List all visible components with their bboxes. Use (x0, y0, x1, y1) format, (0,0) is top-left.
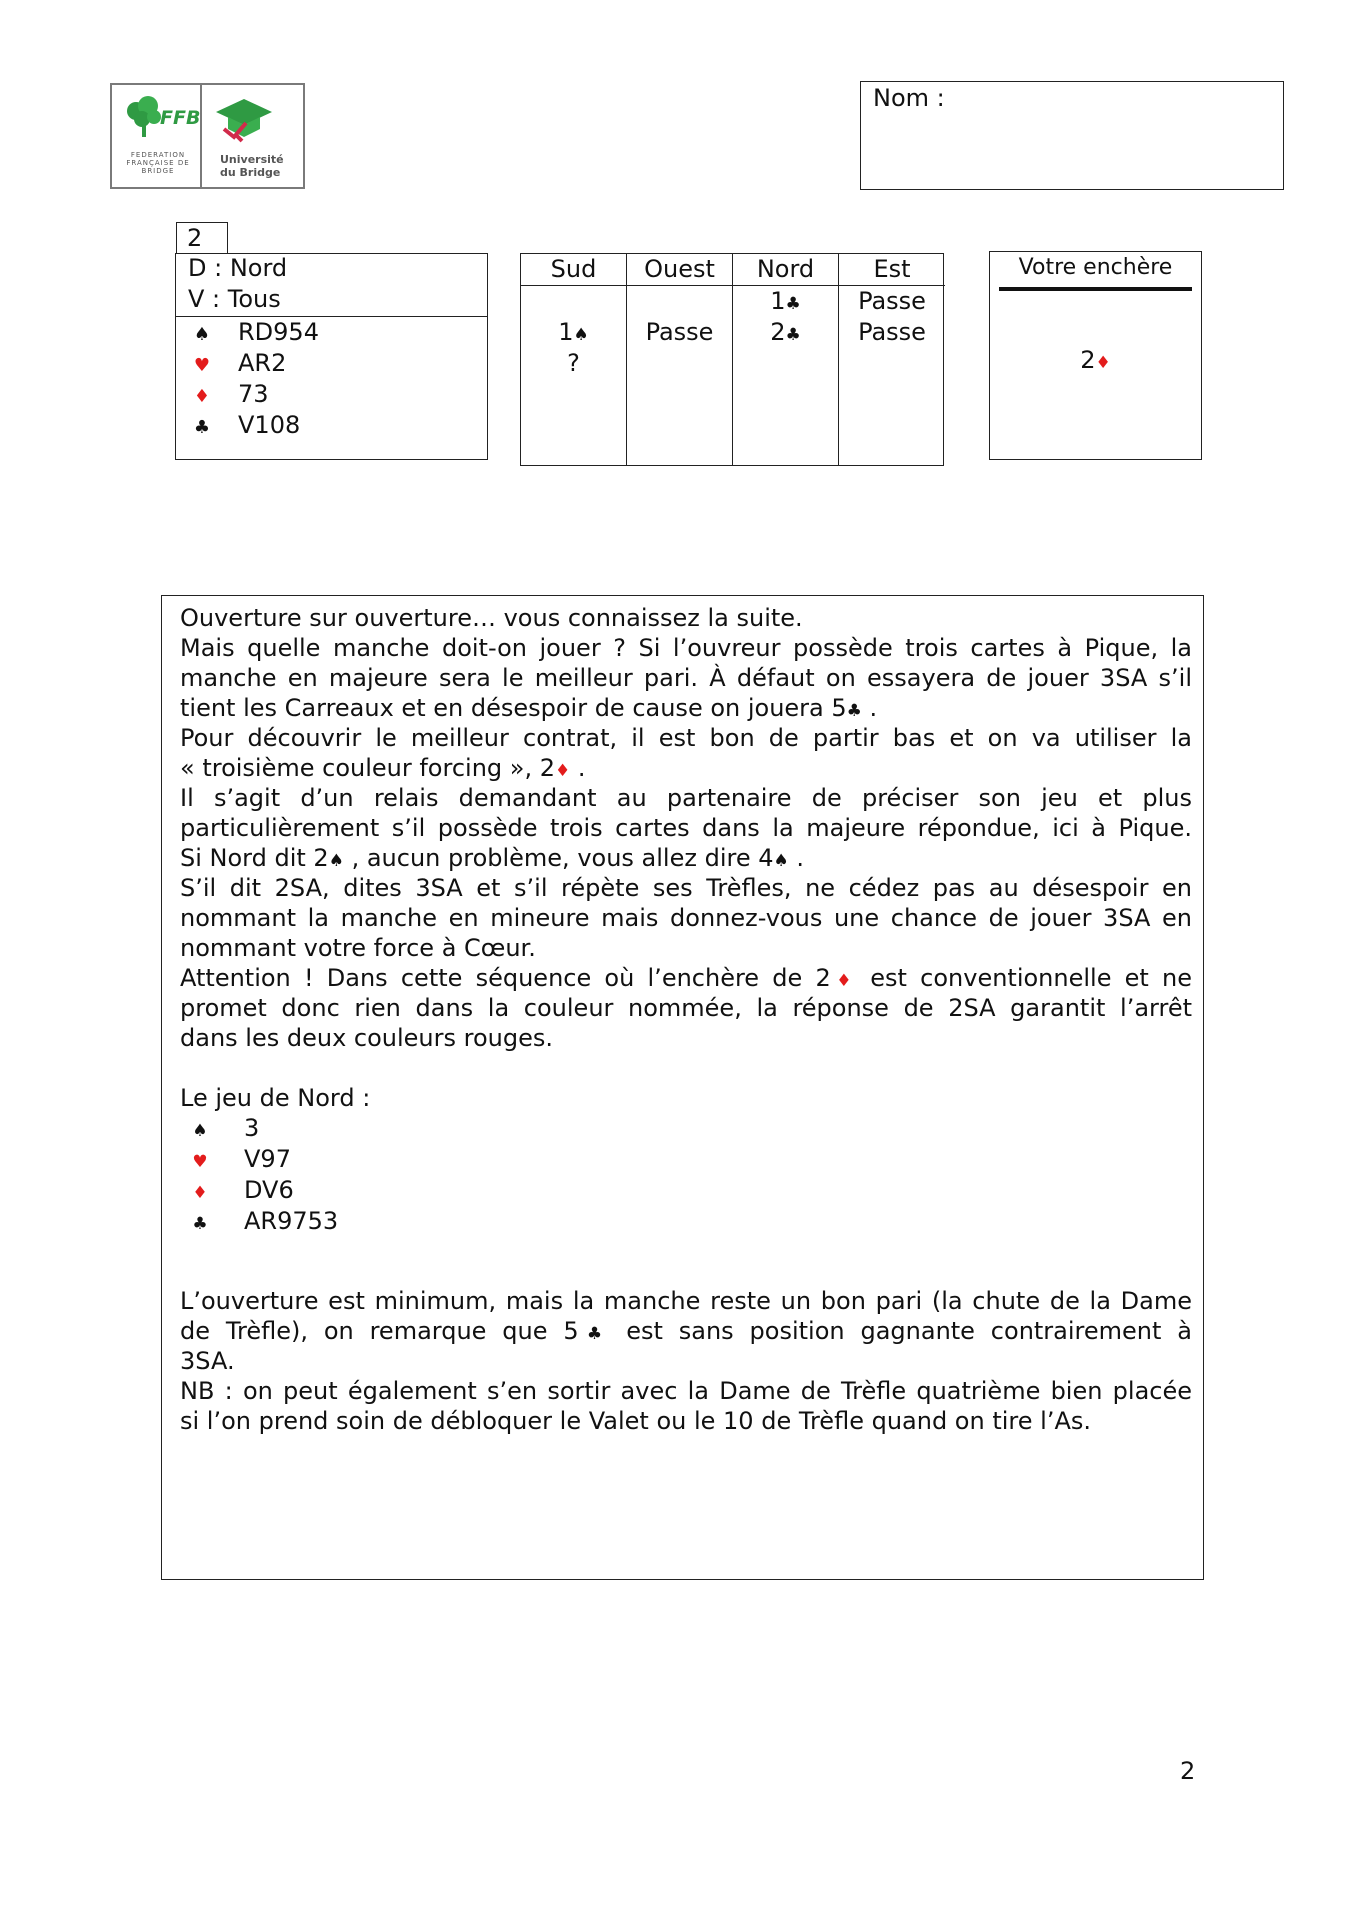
south-hand-box (175, 253, 488, 460)
north-clubs-row: ♣ AR9753 (190, 1207, 210, 1235)
bid-est-1: Passe (858, 287, 926, 315)
spade-icon: ♠ (193, 324, 211, 345)
club-icon: ♣ (578, 1324, 611, 1344)
bidding-col-nord (733, 254, 839, 465)
conclusion-line: 3SA. (180, 1347, 235, 1375)
text-line: S’il dit 2SA, dites 3SA et s’il répète ses Trèfles, ne cédez pas au désespoir en (180, 874, 1192, 902)
text-line: dans les deux couleurs rouges. (180, 1024, 553, 1052)
hand-diamonds-row (188, 380, 269, 408)
logo-divider (200, 85, 202, 187)
ffb-subtitle: FEDERATION FRANÇAISE DE BRIDGE (126, 151, 190, 175)
universite-text: Université du Bridge (220, 153, 284, 179)
hand-separator (176, 316, 487, 317)
club-icon: ♣ (785, 325, 801, 345)
bidding-col-est (839, 254, 945, 465)
text-line: Ouverture sur ouverture… vous connaissez la suite. (180, 604, 803, 632)
board-number: 2 (176, 222, 228, 254)
club-icon: ♣ (192, 1214, 208, 1234)
club-icon: ♣ (846, 701, 862, 721)
diamond-icon: ♦ (830, 971, 858, 991)
graduation-cap-icon (212, 95, 276, 145)
north-diamonds-row: ♦ DV6 (190, 1176, 210, 1204)
explanation-box (161, 595, 1204, 1580)
heart-icon: ♥ (192, 1152, 208, 1172)
north-hand-title: Le jeu de Nord : (180, 1084, 371, 1112)
text-line: Il s’agit d’un relais demandant au partenaire de préciser son jeu et plus (180, 784, 1192, 812)
your-bid-answer: 2♦ (1080, 346, 1111, 374)
conclusion-line: L’ouverture est minimum, mais la manche reste un bon pari (la chute de la Dame (180, 1287, 1192, 1315)
dealer: D : Nord (188, 254, 288, 282)
club-icon: ♣ (193, 417, 211, 438)
your-bid-box[interactable] (989, 251, 1202, 460)
text-line: Pour découvrir le meilleur contrat, il est bon de partir bas et on va utiliser la (180, 724, 1192, 752)
conclusion-line: NB : on peut également s’en sortir avec la Dame de Trèfle quatrième bien placée (180, 1377, 1192, 1405)
bid-nord-2: 2♣ (770, 318, 801, 346)
text-line: particulièrement s’il possède trois cartes dans la majeure répondue, ici à Pique. (180, 814, 1192, 842)
conclusion-line: si l’on prend soin de débloquer le Valet ou le 10 de Trèfle quand on tire l’As. (180, 1407, 1091, 1435)
bid-sud-1: 1♠ (558, 318, 589, 346)
north-hearts-row: ♥ V97 (190, 1145, 210, 1173)
diamond-icon: ♦ (1095, 353, 1111, 373)
hand-spades-row (188, 318, 319, 346)
name-field-box[interactable] (860, 81, 1284, 190)
bid-est-2: Passe (858, 318, 926, 346)
your-bid-underline (999, 287, 1192, 291)
your-bid-title: Votre enchère (1018, 255, 1173, 280)
hand-hearts: AR2 (238, 349, 287, 377)
bidding-header-nord: Nord (733, 254, 838, 286)
vulnerability: V : Tous (188, 285, 281, 313)
ffb-logo (110, 83, 305, 189)
bidding-header-est: Est (839, 254, 945, 286)
spade-icon: ♠ (573, 325, 589, 345)
spade-icon: ♠ (328, 851, 344, 871)
hand-diamonds: 73 (238, 380, 269, 408)
text-line: nommant la manche en mineure mais donnez-vous une chance de jouer 3SA en (180, 904, 1192, 932)
bid-sud-2: ? (567, 349, 580, 377)
page-number: 2 (1180, 1757, 1196, 1785)
hand-clubs: V108 (238, 411, 301, 439)
spade-icon: ♠ (773, 851, 789, 871)
ffb-text: FFB (160, 107, 201, 129)
bidding-col-sud (521, 254, 627, 465)
text-line: manche en majeure sera le meilleur pari. À défaut on essayera de jouer 3SA s’il (180, 664, 1192, 692)
heart-icon: ♥ (193, 355, 211, 376)
hand-clubs-row (188, 411, 301, 439)
bidding-col-ouest (627, 254, 733, 465)
diamond-icon: ♦ (192, 1183, 208, 1203)
bid-ouest-1: Passe (645, 318, 714, 346)
bidding-header-sud: Sud (521, 254, 626, 286)
bidding-header-ouest: Ouest (627, 254, 732, 286)
name-label: Nom : (873, 84, 945, 112)
text-line: tient les Carreaux et en désespoir de cause on jouera 5♣ . (180, 694, 878, 722)
text-line: Si Nord dit 2♠ , aucun problème, vous allez dire 4♠ . (180, 844, 805, 872)
hand-hearts-row (188, 349, 287, 377)
hand-spades: RD954 (238, 318, 319, 346)
text-line: nommant votre force à Cœur. (180, 934, 536, 962)
north-spades-row: ♠ 3 (190, 1114, 210, 1142)
text-line: « troisième couleur forcing », 2♦ . (180, 754, 586, 782)
text-line: Mais quelle manche doit-on jouer ? Si l’ouvreur possède trois cartes à Pique, la (180, 634, 1192, 662)
text-line: promet donc rien dans la couleur nommée, la réponse de 2SA garantit l’arrêt (180, 994, 1192, 1022)
bidding-table (520, 253, 944, 466)
diamond-icon: ♦ (193, 386, 211, 407)
conclusion-line: de Trèfle), on remarque que 5♣ est sans position gagnante contrairement à (180, 1317, 1192, 1345)
club-icon: ♣ (785, 294, 801, 314)
spade-icon: ♠ (192, 1121, 208, 1141)
text-line: Attention ! Dans cette séquence où l’enchère de 2♦ est conventionnelle et ne (180, 964, 1193, 992)
diamond-icon: ♦ (554, 761, 571, 781)
bid-nord-1: 1♣ (770, 287, 801, 315)
